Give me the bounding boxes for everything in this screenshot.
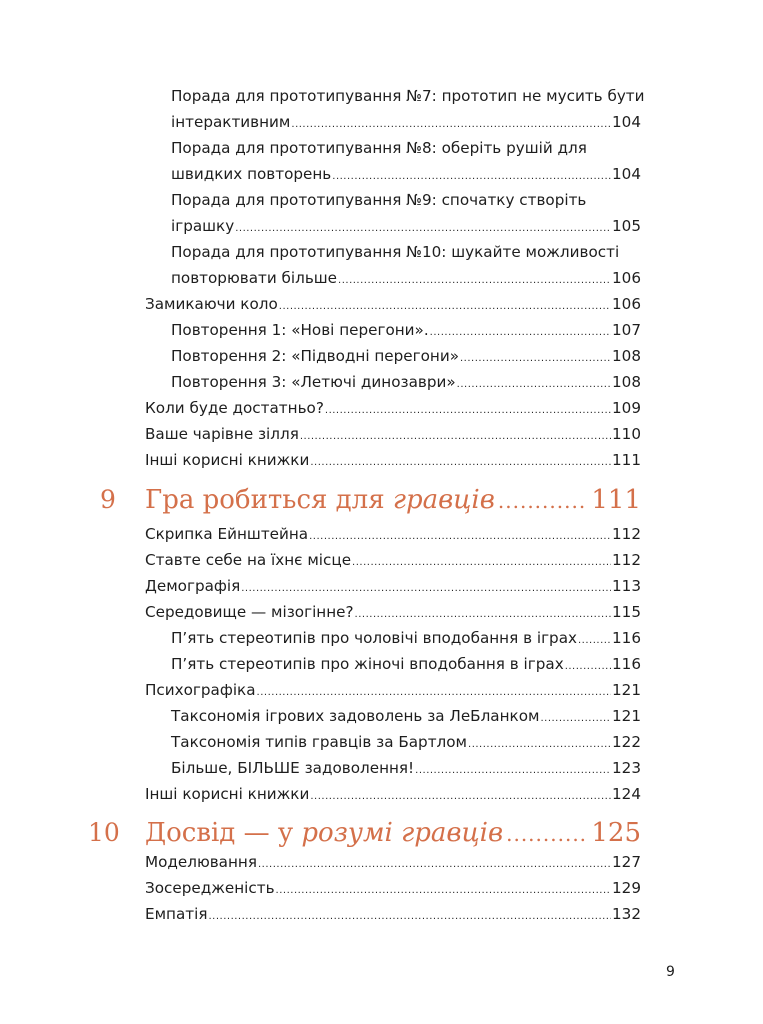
toc-entry-title: Емпатія [145, 905, 208, 923]
toc-entry-title: Повторення 2: «Підводні перегони» [171, 347, 459, 365]
dot-leader [415, 755, 611, 784]
dot-leader [209, 901, 612, 930]
toc-entry-page: 109 [612, 399, 641, 417]
dot-leader [310, 781, 611, 810]
toc-entry-page: 127 [612, 853, 641, 871]
toc-entry-page: 121 [612, 681, 641, 699]
toc-entry-page: 124 [612, 785, 641, 803]
toc-entry-page: 112 [612, 525, 641, 543]
chapter-title-italic: гравців [392, 485, 495, 515]
toc-entry-title: Таксономія типів гравців за Бартлом [171, 733, 468, 751]
toc-entry-page: 110 [612, 425, 641, 443]
toc-entry-title: Замикаючи коло [145, 295, 278, 313]
toc-entry-title: Середовище — мізогінне? [145, 603, 354, 621]
toc-entry-page: 116 [612, 655, 641, 673]
toc-entry-title: Таксономія ігрових задоволень за ЛеБланком [171, 707, 540, 725]
toc-entry[interactable] [145, 849, 641, 878]
toc-entry-line: Порада для прототипування №8: оберіть рушій для [171, 139, 587, 157]
dot-leader [460, 343, 611, 372]
dot-leader [506, 815, 588, 852]
toc-entry-title: П’ять стереотипів про жіночі вподобання в іграх [171, 655, 564, 673]
chapter-title [145, 815, 503, 851]
toc-entry-title: Психографіка [145, 681, 256, 699]
dot-leader [578, 625, 611, 654]
toc-entry[interactable] [145, 677, 641, 706]
toc-entry-title: іграшку [171, 217, 235, 235]
dot-leader [468, 729, 611, 758]
toc-entry-page: 111 [612, 451, 641, 469]
toc-entry-title: Більше, БІЛЬШЕ задоволення! [171, 759, 415, 777]
toc-entry-page: 129 [612, 879, 641, 897]
dot-leader [300, 421, 611, 450]
toc-entry[interactable] [171, 265, 641, 294]
toc-entry-page: 105 [612, 217, 641, 235]
dot-leader [430, 317, 611, 346]
toc-entry[interactable] [171, 369, 641, 398]
toc-entry-title: повторювати більше [171, 269, 338, 287]
dot-leader [565, 651, 611, 680]
toc-entry[interactable] [171, 161, 641, 190]
toc-entry-page: 104 [612, 113, 641, 131]
toc-entry[interactable] [171, 755, 641, 784]
toc-entry-title: Демографія [145, 577, 241, 595]
toc-entry[interactable] [171, 625, 641, 654]
dot-leader [279, 291, 611, 320]
dot-leader [276, 875, 611, 904]
toc-entry-page: 123 [612, 759, 641, 777]
toc-entry-page: 106 [612, 295, 641, 313]
dot-leader [309, 521, 611, 550]
dot-leader [332, 161, 611, 190]
dot-leader [325, 395, 611, 424]
chapter-number: 10 [88, 818, 120, 847]
toc-entry[interactable] [171, 317, 641, 346]
toc-entry-page: 106 [612, 269, 641, 287]
toc-entry-page: 121 [612, 707, 641, 725]
toc-entry-title: Повторення 1: «Нові перегони». [171, 321, 429, 339]
toc-entry[interactable] [145, 395, 641, 424]
dot-leader [258, 849, 611, 878]
toc-entry-title: Коли буде достатньо? [145, 399, 324, 417]
toc-entry[interactable] [145, 875, 641, 904]
toc-entry[interactable] [145, 421, 641, 450]
dot-leader [338, 265, 611, 294]
dot-leader [257, 677, 611, 706]
toc-entry-line: Порада для прототипування №7: прототип не мусить бути [171, 87, 645, 105]
toc-entry[interactable] [145, 521, 641, 550]
toc-entry[interactable] [145, 447, 641, 476]
dot-leader [291, 109, 611, 138]
toc-entry-page: 104 [612, 165, 641, 183]
chapter-title-plain: Гра робиться для [145, 485, 393, 515]
toc-entry[interactable] [171, 729, 641, 758]
dot-leader [540, 703, 611, 732]
chapter-heading-10[interactable] [88, 815, 641, 852]
page-number: 9 [666, 964, 675, 980]
toc-entry[interactable] [171, 343, 641, 372]
toc-entry-page: 108 [612, 347, 641, 365]
toc-entry[interactable] [171, 703, 641, 732]
chapter-page: 125 [591, 818, 641, 848]
toc-entry-title: Зосередженість [145, 879, 275, 897]
chapter-number: 9 [100, 485, 116, 514]
chapter-title [145, 482, 495, 518]
toc-entry-page: 115 [612, 603, 641, 621]
toc-entry-page: 107 [612, 321, 641, 339]
toc-entry[interactable] [145, 291, 641, 320]
toc-entry-title: Скрипка Ейнштейна [145, 525, 309, 543]
dot-leader [235, 213, 611, 242]
dot-leader [355, 599, 611, 628]
dot-leader [310, 447, 611, 476]
chapter-title-plain: Досвід — у [145, 818, 302, 848]
toc-entry-title: Інші корисні книжки [145, 451, 310, 469]
toc-entry-page: 122 [612, 733, 641, 751]
toc-entry-page: 116 [612, 629, 641, 647]
toc-entry-title: Ваше чарівне зілля [145, 425, 299, 443]
toc-entry-title: П’ять стереотипів про чоловічі вподобання в іграх [171, 629, 577, 647]
toc-entry-line: Порада для прототипування №9: спочатку створіть [171, 191, 587, 209]
toc-entry[interactable] [145, 573, 641, 602]
toc-entry[interactable] [171, 109, 641, 138]
dot-leader [241, 573, 611, 602]
chapter-title-italic: розумі гравців [301, 818, 504, 848]
chapter-page: 111 [591, 485, 641, 515]
toc-entry[interactable] [145, 599, 641, 628]
toc-entry-page: 132 [612, 905, 641, 923]
toc-entry-title: Інші корисні книжки [145, 785, 310, 803]
toc-entry-title: Ставте себе на їхнє місце [145, 551, 352, 569]
toc-entry-page: 108 [612, 373, 641, 391]
toc-entry-title: Моделювання [145, 853, 257, 871]
dot-leader [498, 482, 588, 519]
toc-entry-page: 112 [612, 551, 641, 569]
toc-entry[interactable] [145, 547, 641, 576]
toc-entry-title: інтерактивним [171, 113, 291, 131]
toc-entry-line: Порада для прототипування №10: шукайте можливості [171, 243, 620, 261]
chapter-heading-9[interactable] [88, 482, 641, 519]
toc-entry-page: 113 [612, 577, 641, 595]
toc-entry[interactable] [171, 651, 641, 680]
toc-entry[interactable] [171, 213, 641, 242]
toc-entry-title: швидких повторень [171, 165, 332, 183]
dot-leader [457, 369, 611, 398]
toc-entry[interactable] [145, 901, 641, 930]
dot-leader [352, 547, 611, 576]
toc-entry-title: Повторення 3: «Летючі динозаври» [171, 373, 456, 391]
toc-entry[interactable] [145, 781, 641, 810]
